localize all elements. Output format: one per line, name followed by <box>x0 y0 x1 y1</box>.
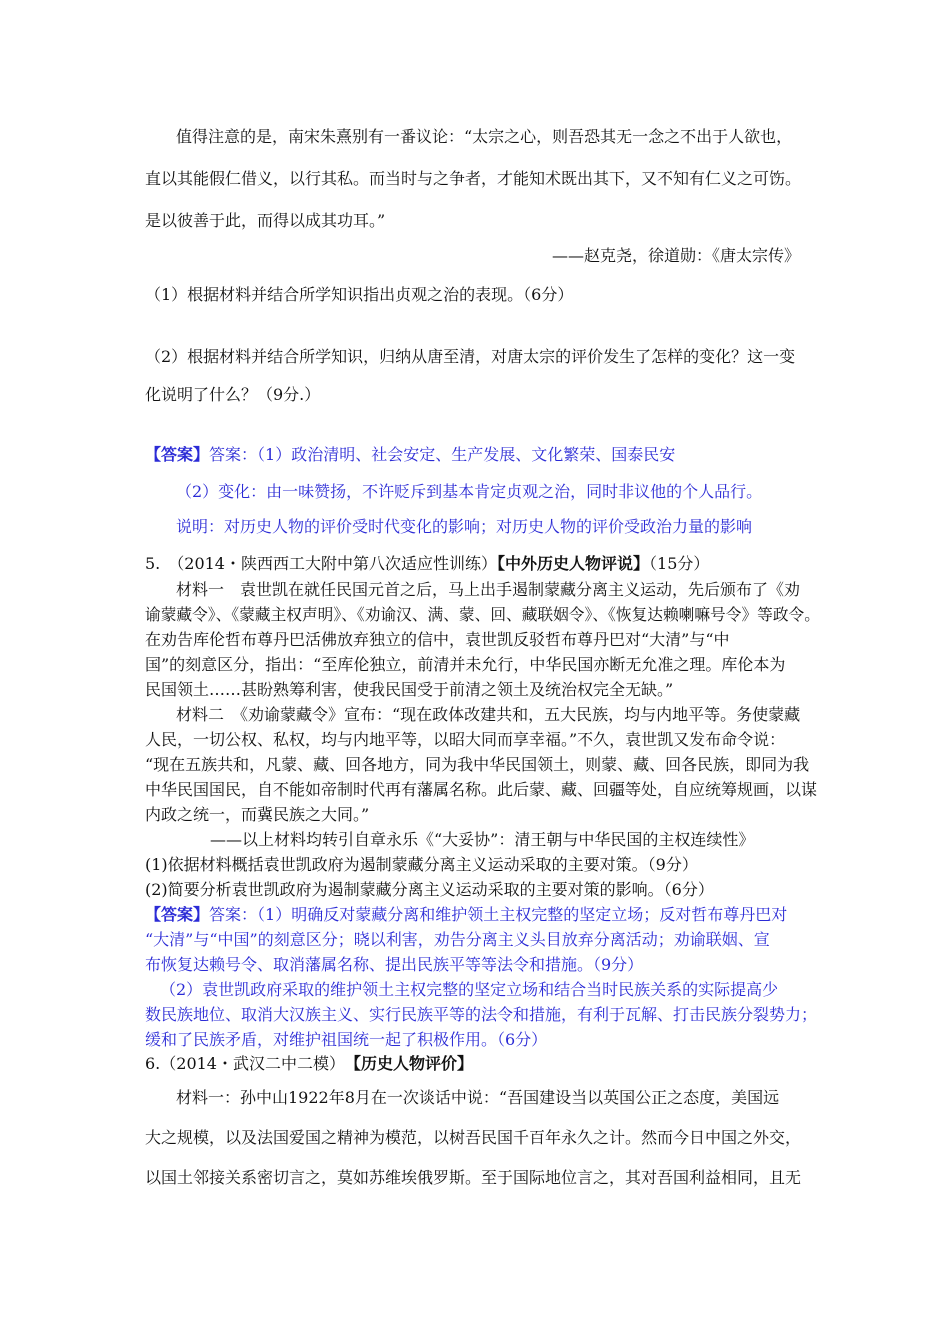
question-header <box>145 553 709 575</box>
material-line: 材料二 《劝谕蒙藏令》宣布：“现在政体改建共和，五大民族，均与内地平等。务使蒙藏 <box>176 705 801 724</box>
citation-line: ——以上材料均转引自章永乐《“大妥协”：清王朝与中华民国的主权连续性》 <box>210 830 755 849</box>
answer-tag: 【答案】 <box>145 445 210 464</box>
answer-line: “大清”与“中国”的刻意区分；晓以利害，劝告分离主义头目放弃分离活动；劝谕联姻、宣 <box>145 930 770 949</box>
material-line: 材料一：孙中山1922年8月在一次谈话中说：“吾国建设当以英国公正之态度，美国远 <box>176 1088 780 1107</box>
question-topic: 【中外历史人物评说】 <box>497 554 650 573</box>
answer-line: 布恢复达赖号令、取消藩属名称、提出民族平等等法令和措施。（9分） <box>145 955 644 974</box>
paragraph-line: 值得注意的是，南宋朱熹别有一番议论：“太宗之心，则吾恐其无一念之不出于人欲也， <box>176 127 793 146</box>
answer-line: （2）变化：由一味赞扬，不许贬斥到基本肯定贞观之治，同时非议他的个人品行。 <box>176 482 763 501</box>
answer-line: （2）袁世凯政府采取的维护领土主权完整的坚定立场和结合当时民族关系的实际提高少 <box>160 980 779 999</box>
material-line: 大之规模，以及法国爱国之精神为模范，以树吾民国千百年永久之计。然而今日中国之外交， <box>145 1128 802 1147</box>
material-line: 民国领土……甚盼熟筹利害，使我民国受于前清之领土及统治权完全无缺。” <box>145 680 674 699</box>
answer-line: 说明：对历史人物的评价受时代变化的影响；对历史人物的评价受政治力量的影响 <box>176 517 753 536</box>
material-line: 国”的刻意区分，指出：“至库伦独立，前清并未允行，中华民国亦断无允准之理。库伦本为 <box>145 655 786 674</box>
material-line: 谕蒙藏令》、《蒙藏主权声明》、《劝谕汉、满、蒙、回、藏联姻令》、《恢复达赖喇嘛号令》等政令。 <box>145 605 820 624</box>
question-header <box>145 1053 473 1075</box>
answer-line <box>145 904 787 926</box>
question-line: (2)简要分析袁世凯政府为遏制蒙藏分离主义运动采取的主要对策的影响。（6分） <box>145 880 714 899</box>
answer-text: 答案：（1）政治清明、社会安定、生产发展、文化繁荣、国泰民安 <box>209 445 676 464</box>
question-source: 5. （2014・陕西西工大附中第八次适应性训练） <box>145 554 497 573</box>
question-line: 化说明了什么？（9分.） <box>145 385 321 404</box>
answer-line <box>145 444 675 466</box>
question-line: （2）根据材料并结合所学知识，归纳从唐至清，对唐太宗的评价发生了怎样的变化？这一变 <box>145 347 796 366</box>
answer-tag: 【答案】 <box>145 905 210 924</box>
material-line: 人民，一切公权、私权，均与内地平等，以昭大同而享幸福。”不久，袁世凯又发布命令说： <box>145 730 786 749</box>
question-line: (1)依据材料概括袁世凯政府为遏制蒙藏分离主义运动采取的主要对策。（9分） <box>145 855 698 874</box>
material-line: 内政之统一，而冀民族之大同。” <box>145 805 370 824</box>
material-line: 材料一 袁世凯在就任民国元首之后，马上出手遏制蒙藏分离主义运动，先后颁布了《劝 <box>176 580 801 599</box>
question-source: 6.（2014・武汉二中二模） <box>145 1054 353 1073</box>
material-line: 中华民国国民，自不能如帝制时代再有藩属名称。此后蒙、藏、回疆等处，自应统筹规画，以谋 <box>145 780 818 799</box>
answer-text: 答案：（1）明确反对蒙藏分离和维护领土主权完整的坚定立场；反对哲布尊丹巴对 <box>209 905 788 924</box>
paragraph-line: 是以彼善于此，而得以成其功耳。” <box>145 211 386 230</box>
question-topic: 【历史人物评价】 <box>353 1054 474 1073</box>
citation-line: ——赵克尧，徐道勋：《唐太宗传》 <box>551 246 800 265</box>
material-line: 以国土邻接关系密切言之，莫如苏维埃俄罗斯。至于国际地位言之，其对吾国利益相同，且无 <box>145 1168 802 1187</box>
paragraph-line: 直以其能假仁借义，以行其私。而当时与之争者，才能知术既出其下，又不知有仁义之可饬。 <box>145 169 802 188</box>
material-line: “现在五族共和，凡蒙、藏、回各地方，同为我中华民国领土，则蒙、藏、回各民族，即同为我 <box>145 755 810 774</box>
answer-line: 数民族地位、取消大汉族主义、实行民族平等的法令和措施，有利于瓦解、打击民族分裂势力； <box>145 1005 818 1024</box>
question-line: （1）根据材料并结合所学知识指出贞观之治的表现。（6分） <box>145 285 574 304</box>
answer-line: 缓和了民族矛盾，对维护祖国统一起了积极作用。（6分） <box>145 1030 548 1049</box>
question-score: （15分） <box>649 554 710 573</box>
material-line: 在劝告库伦哲布尊丹巴活佛放弃独立的信中，袁世凯反驳哲布尊丹巴对“大清”与“中 <box>145 630 730 649</box>
